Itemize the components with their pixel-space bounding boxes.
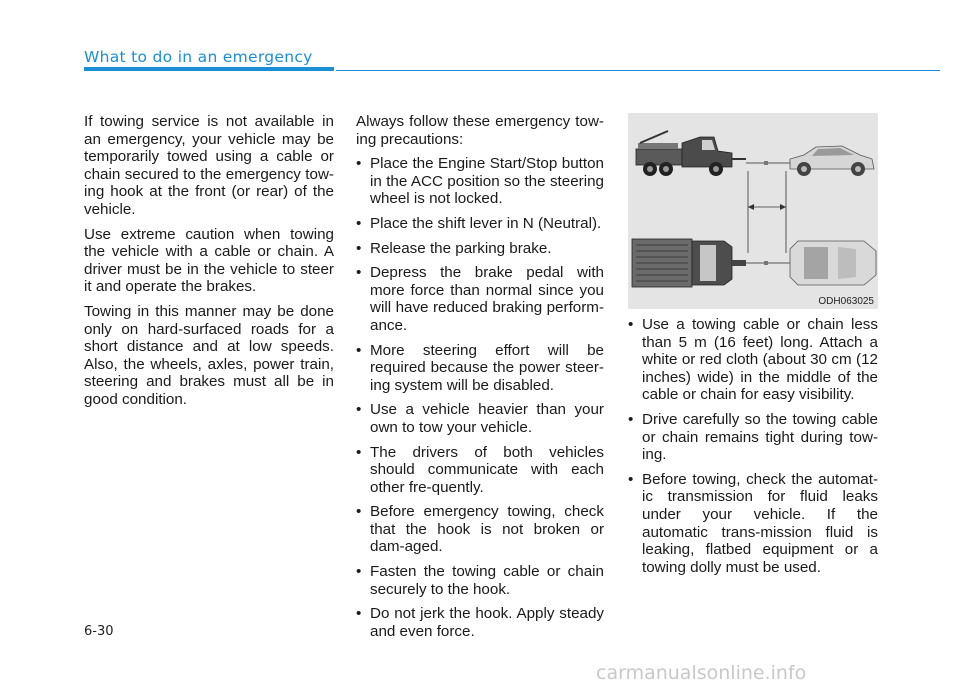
list-item: • Place the shift lever in N (Neutral).: [356, 215, 604, 233]
section-title: What to do in an emergency: [84, 48, 313, 66]
paragraph: If towing service is not available in an emergency, your vehicle may be temporarily towed using a cable or chain secured to the emergency tow-ing hook at the front (or rear) of the vehicle.: [84, 113, 334, 218]
intro-paragraph: Always follow these emergency tow-ing precautions:: [356, 113, 604, 148]
list-item: • Use a vehicle heavier than your own to tow your vehicle.: [356, 401, 604, 436]
figure-code: ODH063025: [818, 296, 874, 307]
paragraph: Use extreme caution when towing the vehicle with a cable or chain. A driver must be in the vehicle to steer it and operate the brakes.: [84, 225, 334, 296]
towed-car-side-icon: [790, 146, 874, 176]
column-1: [84, 113, 334, 416]
towed-car-top-icon: [790, 241, 876, 285]
list-item: • Use a towing cable or chain less than 5 m (16 feet) long. Attach a white or red cloth (about 30 cm (12 inches) wide) in the middle of the cable or chain for easy visibility.: [628, 316, 878, 404]
list-item: • Place the Engine Start/Stop button in the ACC position so the steering wheel is not locked.: [356, 155, 604, 208]
column-3: [628, 316, 878, 583]
header-rule-thick: [84, 67, 334, 71]
watermark: carmanualsonline.info: [596, 662, 807, 684]
page-number: 6-30: [84, 624, 114, 639]
precautions-list: [356, 155, 604, 640]
header-rule-thin: [336, 70, 940, 71]
paragraph: Towing in this manner may be done only on hard-surfaced roads for a short distance and at low speeds. Also, the wheels, axles, power train, steering and brakes must all be in good condition.: [84, 302, 334, 408]
list-item: • Do not jerk the hook. Apply steady and even force.: [356, 605, 604, 640]
column-2: [356, 113, 604, 647]
list-item: • Before emergency towing, check that the hook is not broken or dam-aged.: [356, 503, 604, 556]
tow-truck-top-icon: [632, 239, 746, 287]
towing-illustration: [628, 113, 878, 309]
list-item: • The drivers of both vehicles should communicate with each other fre-quently.: [356, 444, 604, 497]
tow-truck-side-icon: [636, 131, 746, 176]
towing-tips-list: [628, 316, 878, 576]
towing-diagram: [628, 113, 878, 309]
list-item: • Fasten the towing cable or chain securely to the hook.: [356, 563, 604, 598]
list-item: • Drive carefully so the towing cable or chain remains tight during tow-ing.: [628, 411, 878, 464]
list-item: • Before towing, check the automat-ic transmission for fluid leaks under your vehicle. If the automatic trans-mission fluid is leaking, flatbed equipment or a towing dolly must be used.: [628, 471, 878, 577]
list-item: • Depress the brake pedal with more force than normal since you will have reduced braking perform-ance.: [356, 264, 604, 334]
list-item: • More steering effort will be required because the power steer-ing system will be disabled.: [356, 342, 604, 395]
list-item: • Release the parking brake.: [356, 240, 604, 258]
